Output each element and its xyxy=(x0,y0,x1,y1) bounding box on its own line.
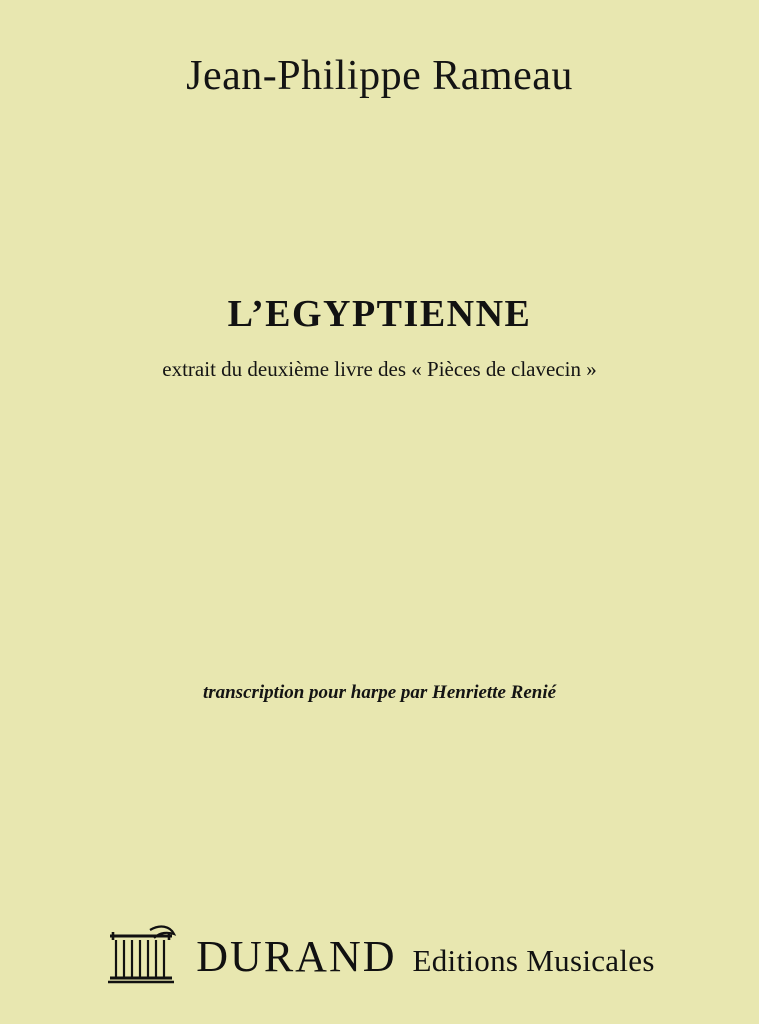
page-title: L’EGYPTIENNE xyxy=(227,293,532,335)
publisher-block xyxy=(0,920,759,988)
harp-lyre-icon xyxy=(104,920,178,988)
transcription-credit: transcription pour harpe par Henriette Renié xyxy=(202,682,557,703)
publisher-name: DURAND xyxy=(196,932,397,981)
subtitle: extrait du deuxième livre des « Pièces de clavecin » xyxy=(162,357,597,381)
publisher-subtitle: Editions Musicales xyxy=(412,943,655,978)
composer-name: Jean-Philippe Rameau xyxy=(186,53,573,99)
